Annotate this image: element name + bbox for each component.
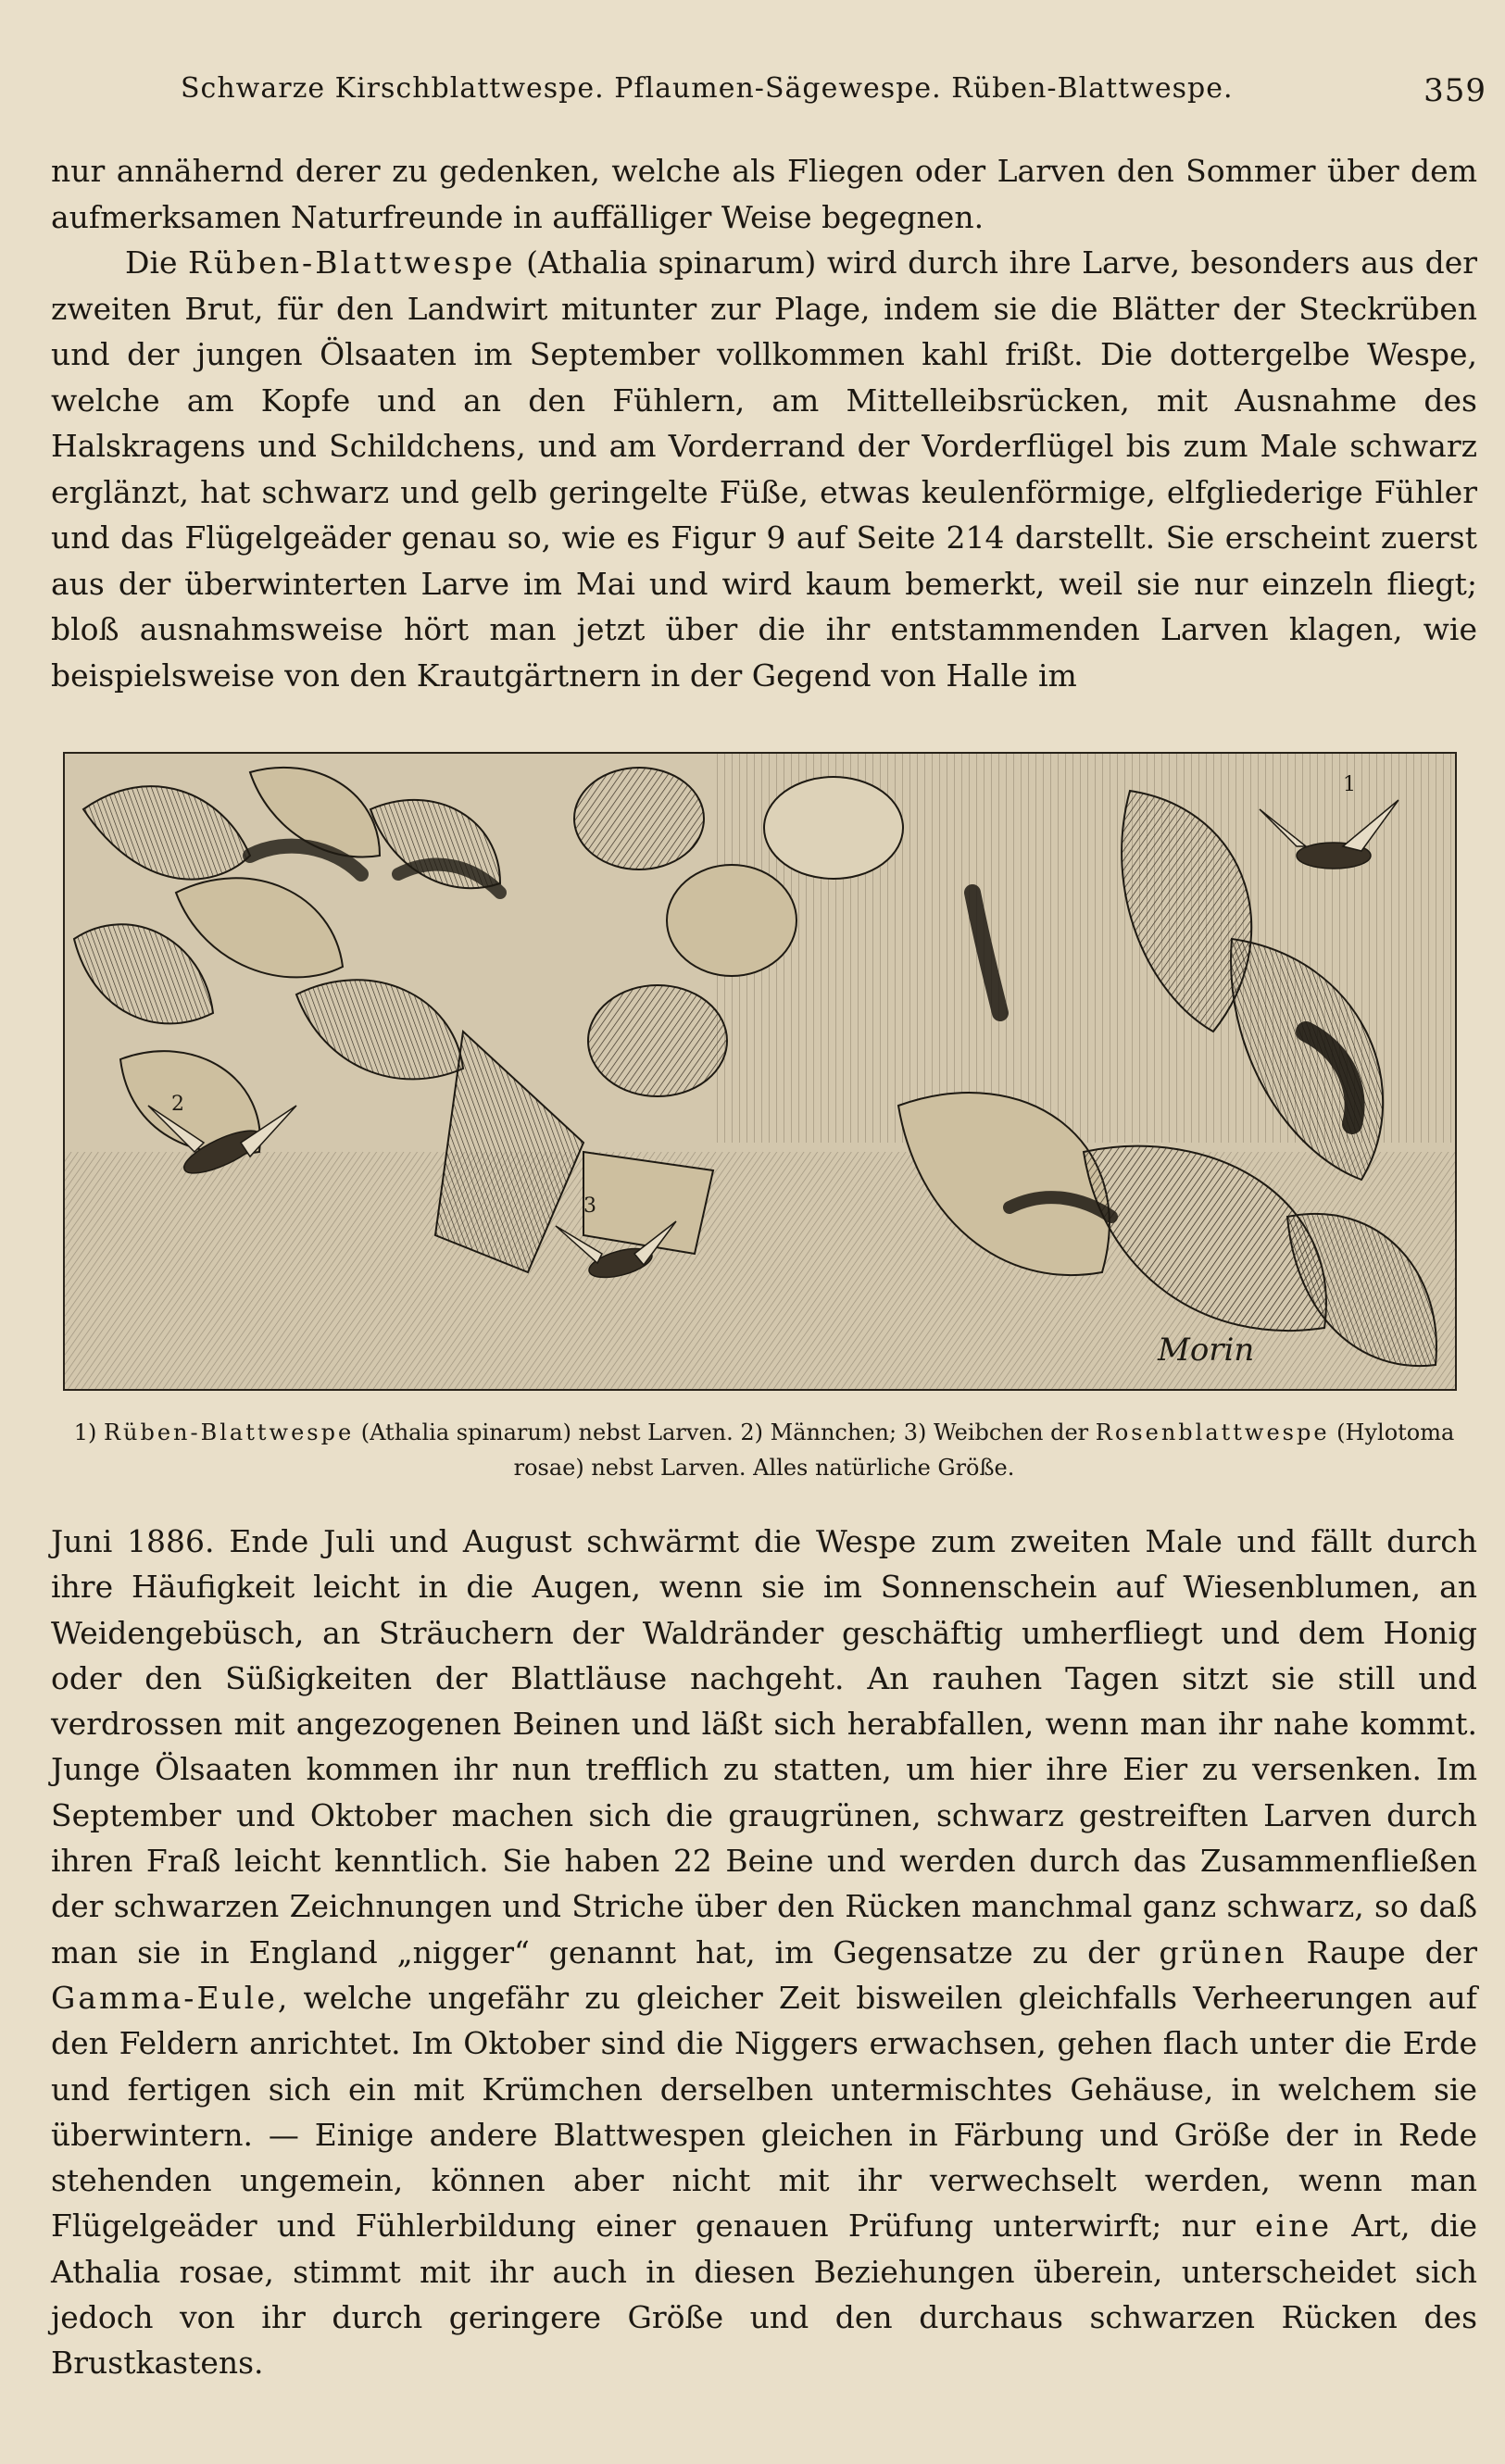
- figure-caption: [56, 1415, 1473, 1485]
- paragraph: [51, 240, 1477, 698]
- text-run: 1): [73, 1420, 104, 1445]
- text-run: Raupe der: [1286, 1933, 1477, 1970]
- text-run: (Hylotoma rosae) nebst Larven. Alles natürliche Größe.: [513, 1420, 1455, 1481]
- species-name: Rüben-Blattwespe: [188, 244, 516, 281]
- engraving-illustration: [63, 752, 1457, 1391]
- emphasis: Gamma-Eule: [51, 1979, 278, 2016]
- text-run: , welche ungefähr zu gleicher Zeit bisweilen gleichfalls Verheerungen auf den Feldern anrichtet. Im Oktober sind die Niggers erwachsen, gehen flach unter die Erde und fertigen sich ein mit Krümchen derselben untermischtes Gehäuse, in welchem sie überwintern. — Einige andere Blattwespen gleichen in Färbung und Größe der in Rede stehenden ungemein, können aber nicht mit ihr verwechselt werden, wenn man Flügelgeäder und Fühlerbildung einer genauen Prüfung unterwirft; nur: [51, 1979, 1477, 2245]
- figure-label-1: 1: [1343, 773, 1356, 796]
- engraving-svg: [65, 754, 1455, 1389]
- text-run: Die: [125, 244, 189, 281]
- species-name: Rosenblattwespe: [1095, 1420, 1330, 1445]
- text-block-bottom: [51, 1519, 1477, 2386]
- figure-label-2: 2: [171, 1093, 184, 1116]
- engraver-signature: Morin: [1158, 1332, 1255, 1369]
- paragraph: [51, 1519, 1477, 2386]
- emphasis: eine: [1255, 2208, 1332, 2245]
- paragraph: nur annähernd derer zu gedenken, welche als Fliegen oder Larven den Sommer über dem aufmerksamen Naturfreunde in auffälliger Weise begegnen.: [51, 153, 1477, 235]
- running-title: Schwarze Kirschblattwespe. Pflaumen-Sägewespe. Rüben-Blattwespe.: [181, 72, 1234, 105]
- page-number: 359: [1423, 72, 1486, 109]
- text-run: Juni 1886. Ende Juli und August schwärmt die Wespe zum zweiten Male und fällt durch ihre Häufigkeit leicht in die Augen, wenn sie im Sonnenschein auf Wiesenblumen, an Weidengebüsch, an Sträuchern der Waldränder geschäftig umherfliegt und dem Honig oder den Süßigkeiten der Blattläuse nachgeht. An rauhen Tagen sitzt sie still und verdrossen mit angezogenen Beinen und läßt sich herabfallen, wenn man ihr nahe kommt. Junge Ölsaaten kommen ihr nun trefflich zu statten, um hier ihre Eier zu versenken. Im September und Oktober machen sich die graugrünen, schwarz gestreiften Larven durch ihren Fraß leicht kenntlich. Sie haben 22 Beine und werden durch das Zusammenfließen der schwarzen Zeichnungen und Striche über den Rücken manchmal ganz schwarz, so daß man sie in England „nigger“ genannt hat, im Gegensatze zu der: [51, 1523, 1477, 1970]
- text-run: Art, die Athalia rosae, stimmt mit ihr auch in diesen Beziehungen überein, unterscheidet sich jedoch von ihr durch geringere Größe und den durchaus schwarzen Rücken des Brustkastens.: [51, 2208, 1477, 2382]
- text-run: (Athalia spinarum) wird durch ihre Larve, besonders aus der zweiten Brut, für den Landwirt mitunter zur Plage, indem sie die Blätter der Steckrüben und der jungen Ölsaaten im September vollkommen kahl frißt. Die dottergelbe Wespe, welche am Kopfe und an den Fühlern, am Mittelleibsrücken, mit Ausnahme des Halskragens und Schildchens, und am Vorderrand der Vorderflügel bis zum Male schwarz erglänzt, hat schwarz und gelb geringelte Füße, etwas keulenförmige, elfgliederige Fühler und das Flügelgeäder genau so, wie es Figur 9 auf Seite 214 darstellt. Sie erscheint zuerst aus der überwinterten Larve im Mai und wird kaum bemerkt, weil sie nur einzeln fliegt; bloß ausnahmsweise hört man jetzt über die ihr entstammenden Larven klagen, wie beispielsweise von den Krautgärtnern in der Gegend von Halle im: [51, 244, 1477, 694]
- text-run: (Athalia spinarum) nebst Larven. 2) Männchen; 3) Weibchen der: [354, 1420, 1096, 1445]
- text-block-top: [51, 148, 1477, 698]
- emphasis: grünen: [1159, 1933, 1287, 1970]
- species-name: Rüben-Blattwespe: [103, 1420, 355, 1445]
- figure-label-3: 3: [583, 1194, 596, 1218]
